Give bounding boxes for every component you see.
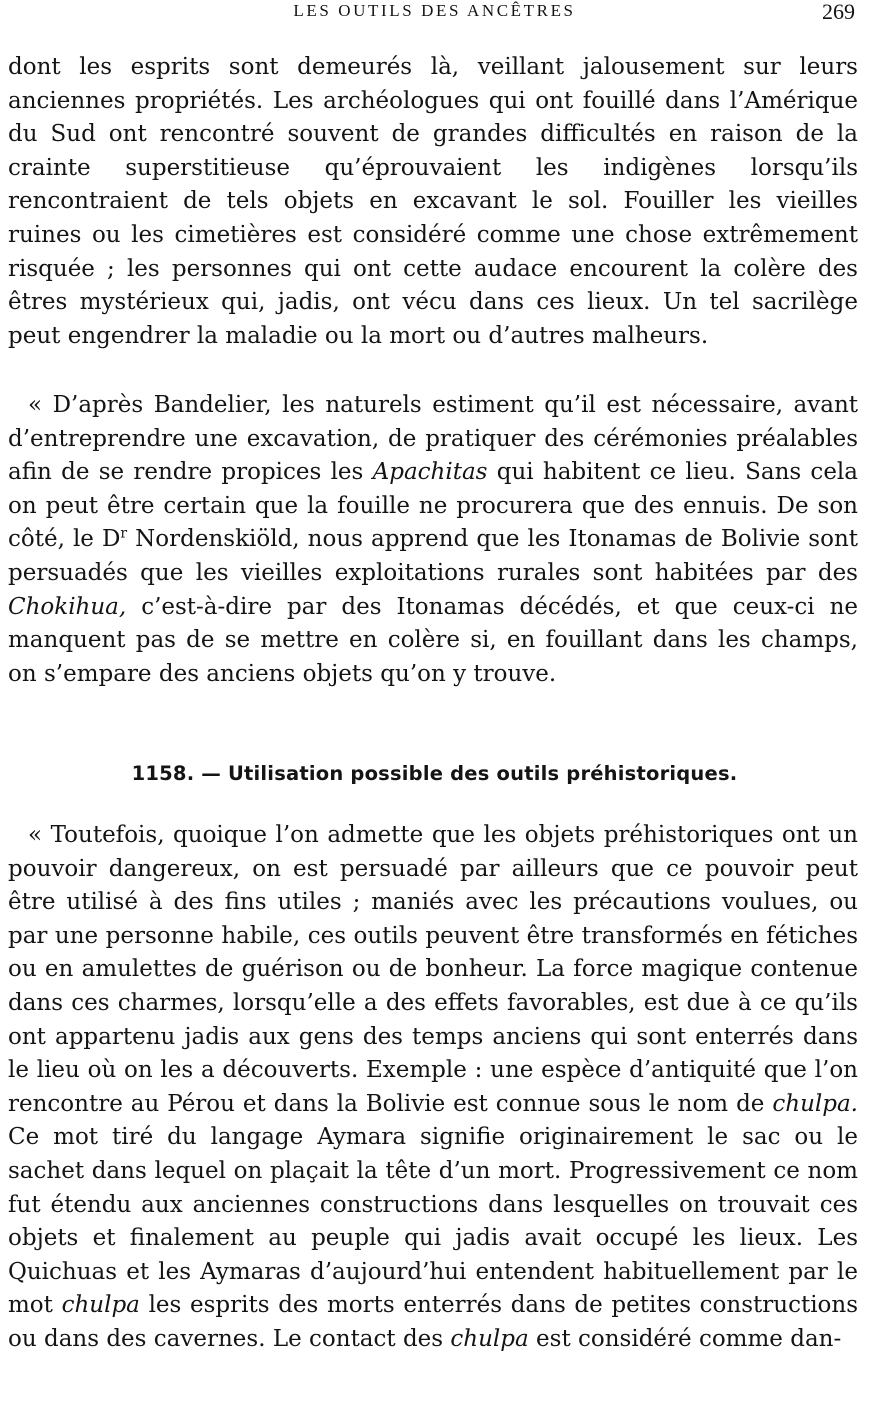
running-title: LES OUTILS DES ANCÊTRES <box>293 1 576 20</box>
page-number: 269 <box>822 0 855 24</box>
text-run: Nordenskiöld, nous apprend que les Itonamas de Bolivie sont persuadés que les vieilles exploitations rurales sont habitées par des <box>8 526 859 586</box>
text-run: « Toutefois, quoique l’on admette que les objets préhistoriques ont un pouvoir dangereux, on est persuadé par ailleurs que ce pouvoir peut être utilisé à des fins utiles ; maniés avec les précautions voulues, ou par une personne habile, ces outils peuvent être transformés en fétiches ou en amulettes de guérison ou de bonheur. La force magique contenue dans ces charmes, lorsqu’elle a des effets favorables, est due à ce qu’ils ont appartenu jadis aux gens des temps anciens qui sont enterrés dans le lieu où on les a découverts. Exemple : une espèce d’antiquité que l’on rencontre au Pérou et dans la Bolivie est connue sous le nom de <box>8 822 858 1117</box>
text-run: les esprits des morts enterrés dans de petites constructions ou dans des cavernes. Le contact des <box>8 1292 859 1352</box>
paragraph-bandelier <box>8 389 858 691</box>
text-run: est considéré comme dan- <box>536 1325 842 1352</box>
italic-term: chulpa <box>450 1325 529 1352</box>
paragraph-continuation <box>8 51 858 353</box>
section-heading: 1158. — Utilisation possible des outils préhistoriques. <box>131 762 738 785</box>
text-run: « D’après Bandelier, les naturels estiment qu’il est nécessaire, avant d’entreprendre une excavation, de pratiquer des cérémonies préalables afin de se rendre propices les <box>8 392 858 486</box>
paragraph-text <box>8 389 858 691</box>
text-run: c’est-à-dire par des Itonamas décédés, et que ceux-ci ne manquent pas de se mettre en colère si, en fouillant dans les champs, on s’empare des anciens objets qu’on y trouve. <box>8 593 858 687</box>
italic-term: Chokihua, <box>8 593 127 620</box>
superscript: r <box>120 525 128 542</box>
running-header <box>0 1 869 25</box>
text-run: Ce mot tiré du langage Aymara signifie originairement le sac ou le sachet dans lequel on plaçait la tête d’un mort. Progressivement ce nom fut étendu aux anciennes constructions dans lesquelles on trouvait ces objets et finalement au peuple qui jadis avait occupé les lieux. Les Quichuas et les Aymaras d’aujourd’hui entendent habituellement par le mot <box>8 1124 858 1319</box>
paragraph-text <box>8 819 858 1357</box>
text-run: qui habitent ce lieu. Sans cela on peut être certain que la fouille ne procurera que des ennuis. De son côté, le D <box>8 459 858 553</box>
paragraph-text: dont les esprits sont demeurés là, veillant jalousement sur leurs anciennes propriétés. Les archéologues qui ont fouillé dans l’Amérique du Sud ont rencontré souvent de grandes difficultés en raison de la crainte superstitieuse qu’éprouvaient les indigènes lorsqu’ils rencontraient de tels objets en excavant le sol. Fouiller les vieilles ruines ou les cimetières est considéré comme une chose extrêmement risquée ; les personnes qui ont cette audace encourent la colère des êtres mystérieux qui, jadis, ont vécu dans ces lieux. Un tel sacrilège peut engendrer la maladie ou la mort ou d’autres malheurs. <box>8 54 858 349</box>
italic-term: Apachitas <box>372 459 488 486</box>
italic-term: chulpa <box>61 1292 140 1319</box>
paragraph-toutefois <box>8 819 858 1357</box>
italic-term: chulpa. <box>772 1090 858 1117</box>
